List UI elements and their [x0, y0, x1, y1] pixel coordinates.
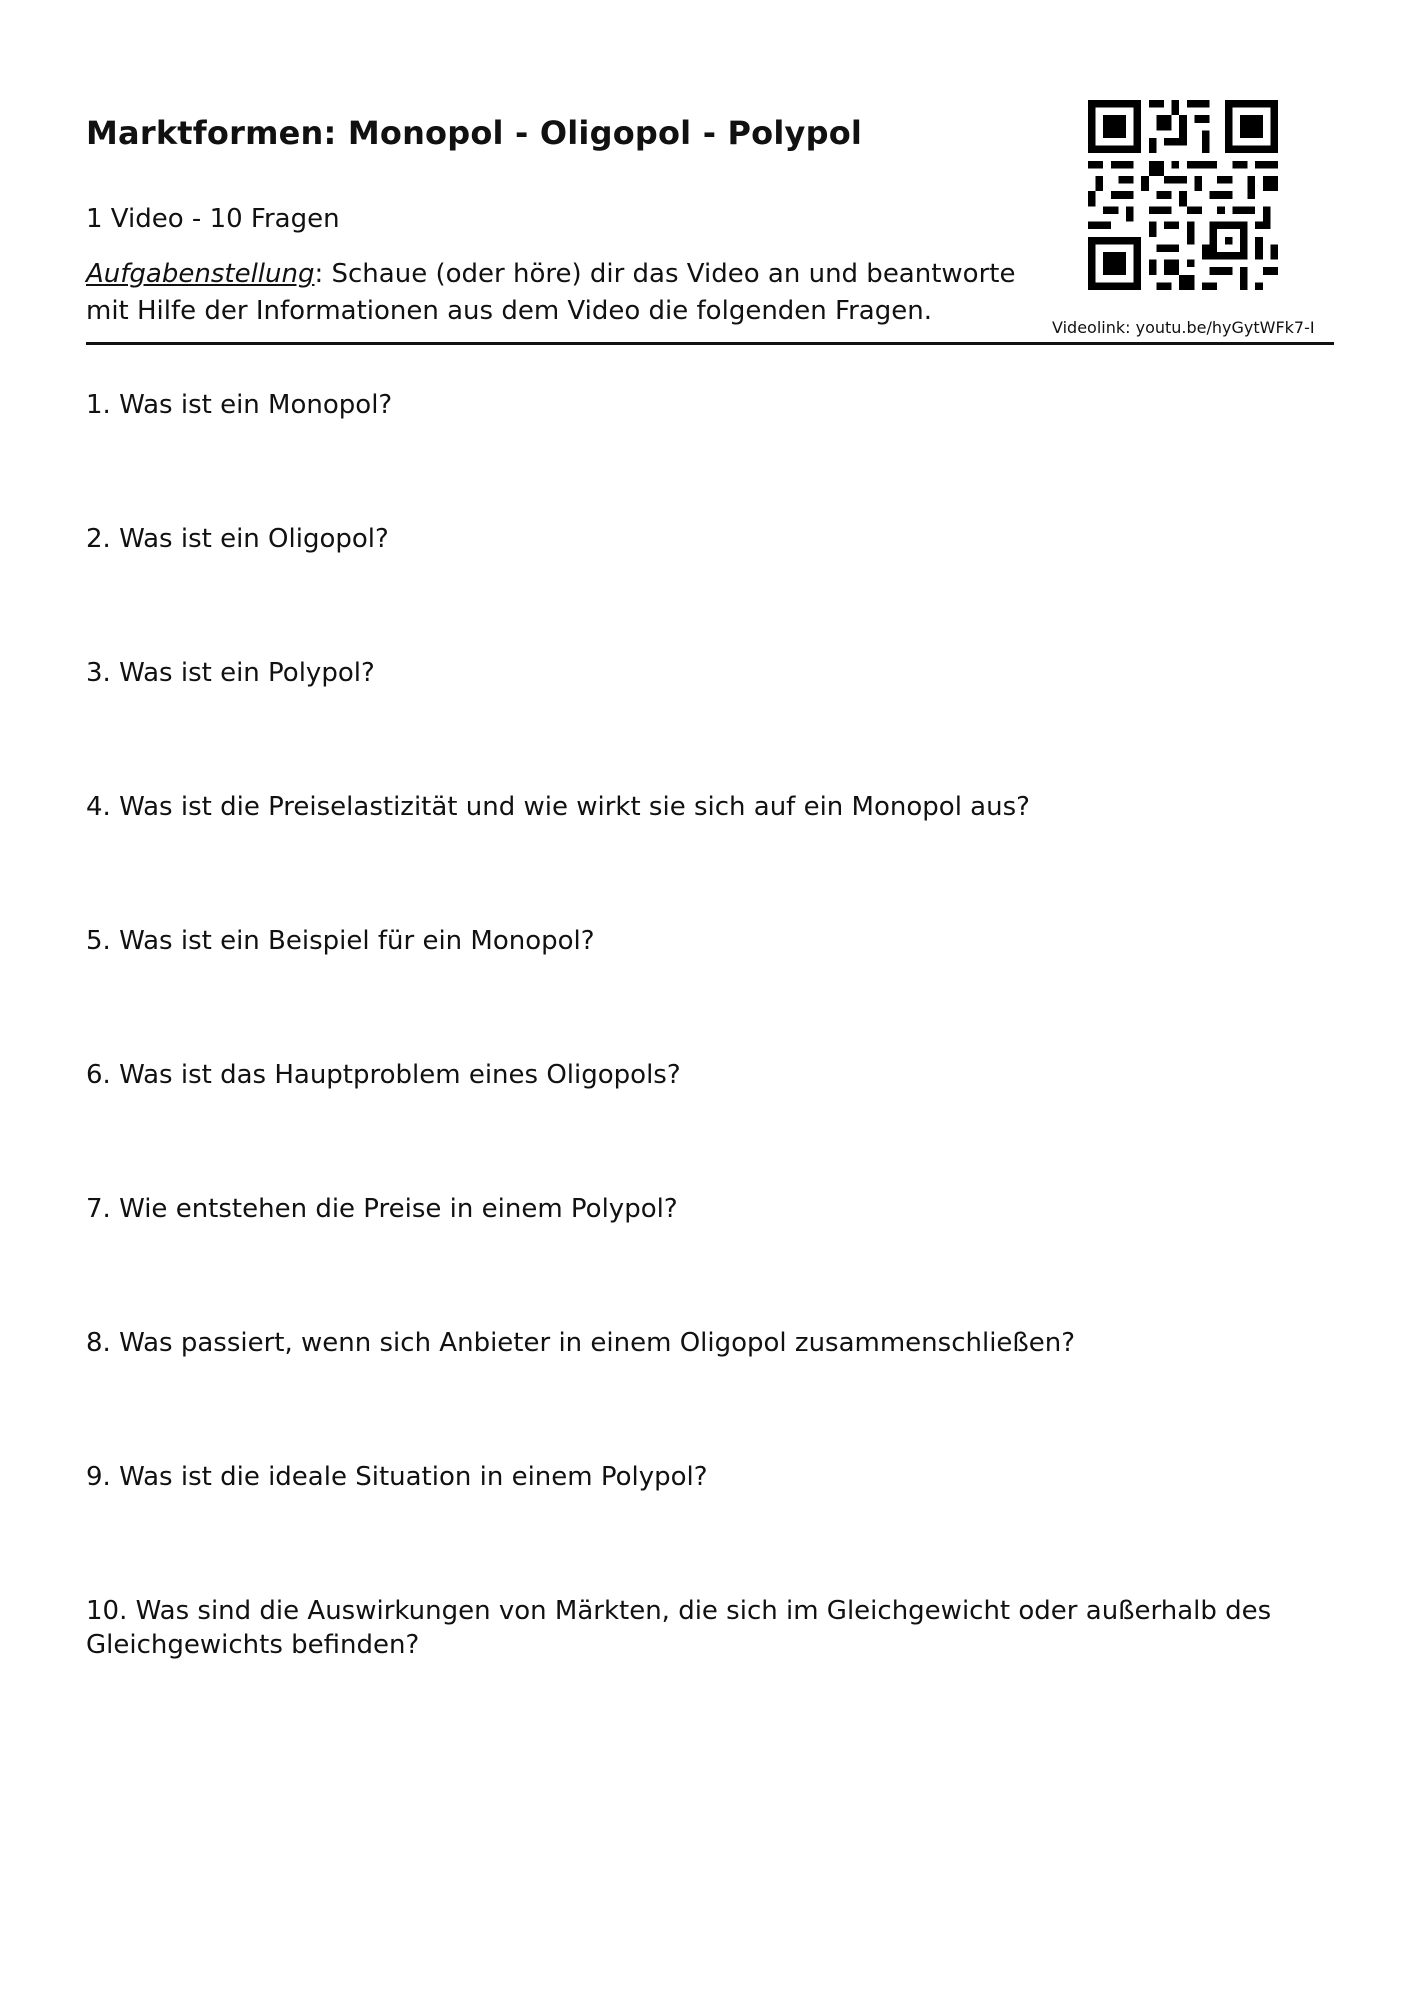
worksheet-title: Marktformen: Monopol - Oligopol - Polypol [86, 114, 863, 152]
question-10: 10. Was sind die Auswirkungen von Märkten, die sich im Gleichgewicht oder außerhalb des Gleichgewichts befinden? [86, 1596, 1272, 1660]
qr-code-icon[interactable] [1088, 100, 1278, 290]
question-5: 5. Was ist ein Beispiel für ein Monopol? [86, 926, 595, 956]
task-label: Aufgabenstellung [86, 259, 315, 289]
question-4: 4. Was ist die Preiselastizität und wie wirkt sie sich auf ein Monopol aus? [86, 792, 1030, 822]
question-2: 2. Was ist ein Oligopol? [86, 524, 389, 554]
task-text: : Schaue (oder höre) dir das Video an und beantworte mit Hilfe der Informationen aus dem Video die folgenden Fragen. [86, 259, 1016, 326]
question-3: 3. Was ist ein Polypol? [86, 658, 375, 688]
question-7: 7. Wie entstehen die Preise in einem Polypol? [86, 1194, 678, 1224]
worksheet-subtitle: 1 Video - 10 Fragen [86, 204, 340, 234]
question-9: 9. Was ist die ideale Situation in einem Polypol? [86, 1462, 708, 1492]
question-1: 1. Was ist ein Monopol? [86, 390, 393, 420]
header-divider [86, 342, 1334, 345]
question-6: 6. Was ist das Hauptproblem eines Oligopols? [86, 1060, 681, 1090]
video-link[interactable]: Videolink: youtu.be/hyGytWFk7-I [1052, 318, 1315, 337]
task-instructions [86, 256, 1026, 330]
question-8: 8. Was passiert, wenn sich Anbieter in einem Oligopol zusammenschließen? [86, 1328, 1076, 1358]
